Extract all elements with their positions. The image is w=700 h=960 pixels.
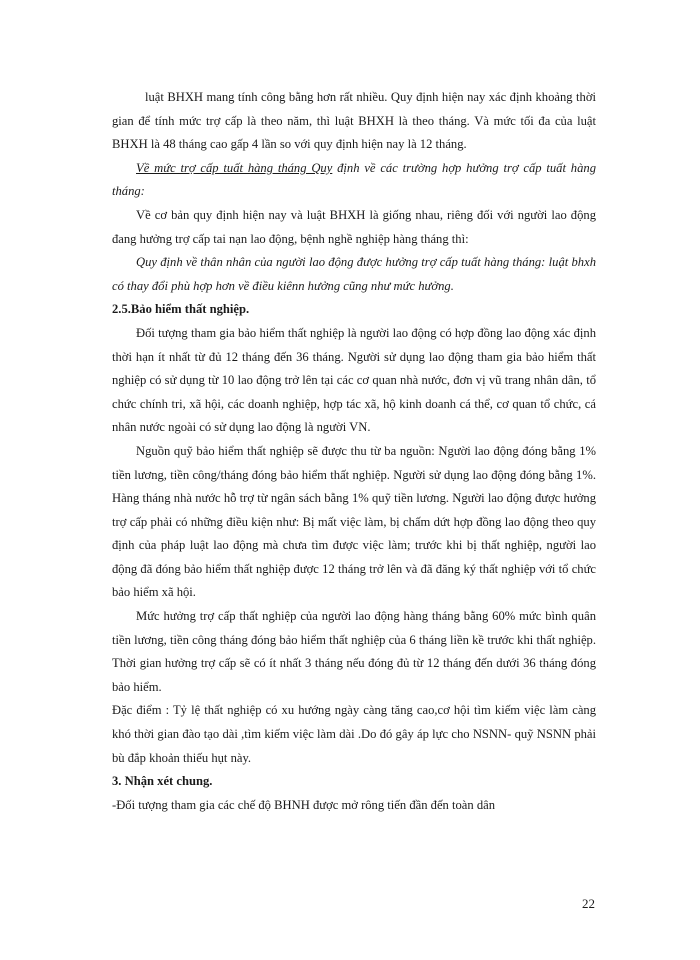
section-heading-unemployment-insurance: 2.5.Bảo hiểm thất nghiệp. xyxy=(112,302,250,317)
paragraph-bhxh-comparison: luật BHXH mang tính công bằng hơn rất nhiều. Quy định hiện nay xác định khoảng thời gian để tính mức trợ cấp là theo năm, thì luật BHXH là theo tháng. Và mức tối đa của luật BHXH là 48 tháng cao gấp 4 lần so với quy định hiện nay là 12 tháng. xyxy=(112,90,596,152)
document-body xyxy=(112,86,596,817)
page-number: 22 xyxy=(582,896,595,911)
section-heading-general-remarks: 3. Nhận xét chung. xyxy=(112,774,213,789)
paragraph-characteristics: Đặc điểm : Tỷ lệ thất nghiệp có xu hướng ngày càng tăng cao,cơ hội tìm kiếm việc làm càng khó thời gian đào tạo dài ,tìm kiếm việc làm dài .Do đó gây áp lực cho NSNN- quỹ NSNN phải bù đắp khoản thiếu hụt này. xyxy=(112,703,596,765)
paragraph-participants: Đối tượng tham gia bảo hiểm thất nghiệp là người lao động có hợp đồng lao động xác định thời hạn ít nhất từ đủ 12 tháng đến 36 tháng. Người sử dụng lao động tham gia bảo hiểm thất nghiệp có sử dụng từ 10 lao động trở lên tại các cơ quan nhà nước, đơn vị vũ trang nhân dân, tổ chức chính tri, xã hội, các doanh nghiệp, hợp tác xã, hộ kinh doanh cá thể, cơ quan tổ chức, cá nhân nước ngoài có sử dụng lao động là người VN. xyxy=(112,325,596,435)
paragraph-monthly-survivor-allowance xyxy=(112,157,596,204)
paragraph-benefit-level: Mức hưởng trợ cấp thất nghiệp của người lao động hàng tháng bằng 60% mức bình quân tiền lương, tiền công tháng đóng bảo hiểm thất nghiệp của 6 tháng liền kề trước khi thất nghiệp. Thời gian hưởng trợ cấp sẽ có ít nhất 3 tháng nếu đóng đủ từ 12 tháng đến dưới 36 tháng đóng bảo hiểm. xyxy=(112,609,596,694)
paragraph-fund-sources: Nguồn quỹ bảo hiểm thất nghiệp sẽ được thu từ ba nguồn: Người lao động đóng bằng 1% tiền lương, tiền công/tháng đóng bảo hiểm thất nghiệp. Người sử dụng lao động đóng bằng 1%. Hàng tháng nhà nước hỗ trợ từ ngân sách bằng 1% quỹ tiền lương. Người lao động được hưởng trợ cấp phải có những điều kiện như: Bị mất việc làm, bị chấm dứt hợp đồng lao động theo quy định của pháp luật lao động mà chưa tìm được việc làm; trước khi bị thất nghiệp, người lao động đã đóng bảo hiểm thất nghiệp được 12 tháng trở lên và đã đăng ký thất nghiệp với tổ chức bảo hiểm xã hội. xyxy=(112,443,596,600)
paragraph-remark-coverage: -Đối tượng tham gia các chế độ BHNH được mở rông tiến đần đến toàn dân xyxy=(112,797,496,812)
underlined-heading-fragment: Về mức trợ cấp tuất hàng tháng Quy xyxy=(136,160,333,175)
paragraph-relatives-regulation: Quy định về thân nhân của người lao động được hưởng trợ cấp tuất hàng tháng: luật bhxh có thay đổi phù hợp hơn về điều kiênn hưởng cũng như mức hưởng. xyxy=(112,255,596,293)
italic-heading-rest: định về các trường hợp hưởng trợ cấp tuất hàng tháng: xyxy=(112,160,596,199)
paragraph-basic-regulation: Về cơ bản quy định hiện nay và luật BHXH là giống nhau, riêng đối với người lao động đang hưởng trợ cấp tai nạn lao động, bệnh nghề nghiệp hàng tháng thì: xyxy=(112,207,596,246)
